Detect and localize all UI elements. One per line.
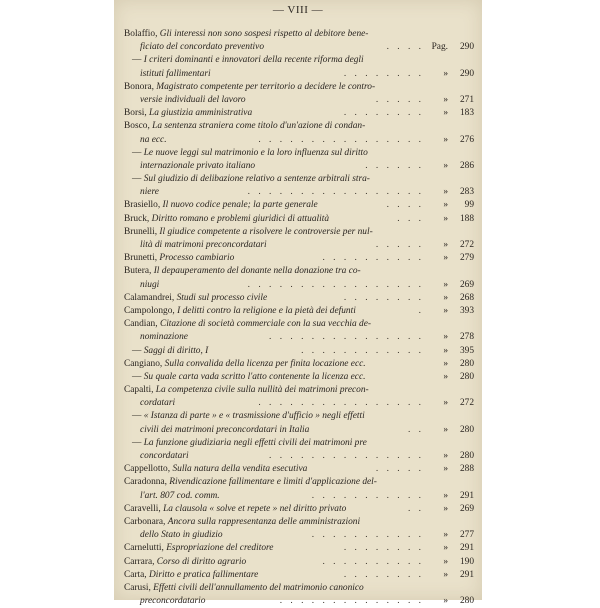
leader-dots: . . . . . <box>375 464 424 475</box>
entry-title: Il nuovo codice penale; la parte generale <box>162 200 318 211</box>
entry-title: Effetti civili dell'annullamento del matrimonio canonico <box>153 582 364 593</box>
index-entry-line <box>124 503 478 516</box>
entry-title: Corso di diritto agrario <box>156 556 247 567</box>
entry-title: nominazione <box>140 332 188 343</box>
entry-title: niugi <box>140 279 160 290</box>
leader-dots: . . . . . . . . . . . <box>311 530 424 541</box>
entry-title: preconcordatario <box>140 596 206 607</box>
index-entry-line <box>124 397 478 410</box>
page-number: 268 <box>459 292 474 303</box>
page-number: 276 <box>459 134 474 145</box>
index-entry-line <box>124 94 478 107</box>
entry-title: Il depauperamento del donante nella donazione tra co- <box>153 266 361 277</box>
entry-title: Saggi di diritto, I <box>143 345 209 356</box>
page-marker: » <box>443 68 448 79</box>
page-number: 278 <box>459 332 474 343</box>
page-number: 286 <box>459 160 474 171</box>
entry-author: Brunetti, <box>124 253 160 264</box>
page-marker: » <box>443 358 448 369</box>
entry-title: Sulla natura della vendita esecutiva <box>172 464 308 475</box>
page-marker: » <box>443 543 448 554</box>
index-entry-line <box>124 556 478 569</box>
page-marker: » <box>443 530 448 541</box>
page-number: 269 <box>459 279 474 290</box>
leader-dots: . . . . . . . . . . . . . . . . . <box>247 187 424 198</box>
index-entry-line <box>124 279 478 292</box>
index-entry-line <box>124 582 478 595</box>
entry-title: niere <box>140 187 159 198</box>
leader-dots: . . <box>407 503 424 514</box>
index-entry-line <box>124 41 478 54</box>
entry-title: Diritto e pratica fallimentare <box>149 569 259 580</box>
entry-title: dello Stato in giudizio <box>140 530 223 541</box>
index-entry-line <box>124 81 478 94</box>
index-entry-line <box>124 68 478 81</box>
entry-title: versie individuali del lavoro <box>140 94 246 105</box>
index-entry-line <box>124 199 478 212</box>
page-number: 279 <box>459 253 474 264</box>
index-entry-line <box>124 318 478 331</box>
index-entry-line <box>124 345 478 358</box>
leader-dots: . . . . . . . . . . <box>322 556 424 567</box>
page-marker: » <box>443 305 448 316</box>
entry-author: Carnelutti, <box>124 543 167 554</box>
entry-author: — <box>132 371 144 382</box>
entry-title: La clausola « solve et repete » nel diritto privato <box>163 503 347 514</box>
leader-dots: . . . . . . . . . . . <box>311 490 424 501</box>
entry-author: Bruck, <box>124 213 152 224</box>
leader-dots: . . . . . . . . . . . . <box>301 345 424 356</box>
entry-title: I criteri dominanti e innovatori della recente riforma degli <box>143 55 364 66</box>
index-entry-line <box>124 265 478 278</box>
page-marker: » <box>443 464 448 475</box>
leader-dots: . . . . . . . . . . . . . . . . <box>258 134 424 145</box>
page-number: 288 <box>459 464 474 475</box>
entry-title: La giustizia amministrativa <box>149 108 253 119</box>
entry-author: Brasiello, <box>124 200 163 211</box>
index-entry-line <box>124 569 478 582</box>
index-entry-line <box>124 213 478 226</box>
page-marker: » <box>443 187 448 198</box>
index-entry-line <box>124 147 478 160</box>
entry-author: — <box>132 174 144 185</box>
entry-title: I delitti contro la religione e la pietà dei defunti <box>177 305 356 316</box>
leader-dots: . . . . . . . . . . . . . . . <box>269 451 424 461</box>
entry-author: Bosco, <box>124 121 153 132</box>
page-marker: » <box>443 108 448 119</box>
index-entry-line <box>124 529 478 542</box>
entry-author: Capalti, <box>124 385 156 396</box>
index-entry-line <box>124 384 478 397</box>
page-marker: » <box>443 332 448 343</box>
page-marker: » <box>443 213 448 224</box>
entry-author: — <box>132 437 144 448</box>
entry-title: Processo cambiario <box>159 253 235 264</box>
page-number: 271 <box>459 94 474 105</box>
page-number: 393 <box>459 305 474 316</box>
index-entry-line <box>124 54 478 67</box>
page-marker: » <box>443 490 448 501</box>
index-entry-line <box>124 424 478 437</box>
index-entry-line <box>124 134 478 147</box>
entry-title: Su quale carta vada scritto l'atto contenente la licenza ecc. <box>143 371 366 382</box>
entry-title: Magistrato competente per territorio a decidere le contro- <box>156 81 376 92</box>
entry-title: La sentenza straniera come titolo d'un'azione di condan- <box>152 121 366 132</box>
index-entry-line <box>124 28 478 41</box>
page-marker: » <box>443 240 448 250</box>
entry-author: Caradonna, <box>124 477 170 488</box>
entry-author: Carta, <box>124 569 149 580</box>
entry-title: Il giudice competente a risolvere le controversie per nul- <box>159 226 373 237</box>
leader-dots: . . . . . . . . <box>343 543 424 554</box>
entry-title: na ecc. <box>140 134 167 145</box>
book-page <box>114 0 482 607</box>
index-entry-line <box>124 595 478 608</box>
entry-title: civili dei matrimoni preconcordatari in Italia <box>140 424 310 435</box>
page-number: 283 <box>459 187 474 198</box>
index-entry-line <box>124 292 478 305</box>
entry-author: Butera, <box>124 266 154 277</box>
page-marker: » <box>443 451 448 461</box>
index-entry-line <box>124 160 478 173</box>
entry-title: internazionale privato italiano <box>140 160 256 171</box>
entry-title: istituti fallimentari <box>140 68 211 79</box>
entry-author: Campolongo, <box>124 305 178 316</box>
page-number: 272 <box>459 398 474 409</box>
entry-title: Sul giudizio di delibazione relativo a sentenze arbitrali stra- <box>143 174 370 185</box>
index-entry-line <box>124 410 478 423</box>
entry-author: Caravelli, <box>124 503 164 514</box>
index-entries <box>124 28 478 608</box>
leader-dots: . <box>418 305 424 316</box>
page-marker: » <box>443 200 448 211</box>
index-entry-line <box>124 120 478 133</box>
page-marker: » <box>443 424 448 435</box>
page-marker: » <box>443 279 448 290</box>
entry-title: Citazione di società commerciale con la sua vecchia de- <box>159 319 371 330</box>
entry-title: Ancora sulla rappresentanza delle amministrazioni <box>167 516 361 527</box>
entry-title: l'art. 807 cod. comm. <box>140 490 220 501</box>
leader-dots: . . . . . . . . <box>343 292 424 303</box>
index-entry-line <box>124 305 478 318</box>
entry-title: cordatari <box>140 398 176 409</box>
page-number: 272 <box>459 240 474 250</box>
page-header: — VIII — <box>272 4 324 16</box>
index-entry-line <box>124 239 478 252</box>
entry-title: Espropriazione del creditore <box>166 543 274 554</box>
page-number: 277 <box>459 530 474 541</box>
entry-author: — <box>132 345 144 356</box>
leader-dots: . . . . . . . . . . . . . . . <box>269 332 424 343</box>
index-entry-line <box>124 358 478 371</box>
page-marker: » <box>443 345 448 356</box>
index-entry-line <box>124 107 478 120</box>
entry-title: Diritto romano e problemi giuridici di attualità <box>151 213 330 224</box>
entry-author: Cappellotto, <box>124 464 173 475</box>
page-number: 395 <box>459 345 474 356</box>
entry-title: « Istanza di parte » e « trasmissione d'ufficio » negli effetti <box>143 411 365 422</box>
index-entry-line <box>124 371 478 384</box>
index-entry-line <box>124 516 478 529</box>
page-number: 269 <box>459 503 474 514</box>
page-number: 280 <box>459 371 474 382</box>
index-entry-line <box>124 450 478 463</box>
entry-title: concordatari <box>140 451 189 461</box>
entry-title: Le nuove leggi sul matrimonio e la loro influenza sul diritto <box>143 147 368 158</box>
page-number: 280 <box>459 424 474 435</box>
entry-author: — <box>132 147 144 158</box>
page-marker: » <box>443 253 448 264</box>
index-entry-line <box>124 490 478 503</box>
page-marker: » <box>443 160 448 171</box>
page-marker: » <box>443 569 448 580</box>
leader-dots: . . . <box>397 213 424 224</box>
leader-dots: . . . . . . . . <box>343 108 424 119</box>
entry-title: Studi sul processo civile <box>176 292 268 303</box>
page-marker: » <box>443 556 448 567</box>
entry-author: Bolaffio, <box>124 29 160 39</box>
entry-author: Carrara, <box>124 556 157 567</box>
entry-author: Carbonara, <box>124 516 168 527</box>
page-number: 188 <box>459 213 474 224</box>
page-number: 291 <box>459 490 474 501</box>
index-entry-line <box>124 331 478 344</box>
index-entry-line <box>124 463 478 476</box>
page-number: 290 <box>459 68 474 79</box>
leader-dots: . . . . . <box>375 240 424 250</box>
page-number: 183 <box>459 108 474 119</box>
leader-dots: . . . . . . . . . . . . . . . . . <box>247 279 424 290</box>
page-number: 280 <box>459 451 474 461</box>
page-number: 280 <box>459 596 474 607</box>
entry-author: — <box>132 55 144 66</box>
leader-dots: . . . . . . . . . . <box>322 253 424 264</box>
index-entry-line <box>124 476 478 489</box>
entry-author: Candian, <box>124 319 160 330</box>
leader-dots: . . <box>407 424 424 435</box>
page-marker: » <box>443 134 448 145</box>
entry-author: — <box>132 411 144 422</box>
index-entry-line <box>124 173 478 186</box>
index-entry-line <box>124 437 478 450</box>
page-number: 290 <box>459 42 474 53</box>
page-number: 291 <box>459 569 474 580</box>
leader-dots: . . . . <box>386 200 424 211</box>
leader-dots: . . . . . . . . . . . . . . <box>279 596 424 607</box>
entry-title: La competenza civile sulla nullità dei matrimoni precon- <box>155 385 369 396</box>
entry-author: Borsi, <box>124 108 150 119</box>
entry-author: Bonora, <box>124 81 157 92</box>
entry-author: Cangiano, <box>124 358 165 369</box>
page-marker: » <box>443 371 448 382</box>
page-number: 190 <box>459 556 474 567</box>
entry-author: Calamandrei, <box>124 292 177 303</box>
leader-dots: . . . . . <box>375 94 424 105</box>
page-number: 291 <box>459 543 474 554</box>
page-marker: » <box>443 503 448 514</box>
leader-dots: . . . . . . . . . . . . . . . . <box>258 398 424 409</box>
leader-dots: . . . . . . <box>365 160 424 171</box>
page-marker: » <box>443 596 448 607</box>
entry-title: ficiato del concordato preventivo <box>140 42 265 53</box>
index-entry-line <box>124 186 478 199</box>
page-marker: » <box>443 94 448 105</box>
entry-author: Brunelli, <box>124 226 160 237</box>
index-entry-line <box>124 252 478 265</box>
entry-title: Sulla convalida della licenza per finita locazione ecc. <box>164 358 366 369</box>
entry-title: Rivendicazione fallimentare e limiti d'applicazione del- <box>169 477 377 488</box>
page-number: 280 <box>459 358 474 369</box>
index-entry-line <box>124 542 478 555</box>
leader-dots: . . . . . . . . <box>343 68 424 79</box>
index-entry-line <box>124 226 478 239</box>
entry-author: Carusi, <box>124 582 154 593</box>
page-marker: » <box>443 398 448 409</box>
leader-dots: . . . . . . . . <box>343 569 424 580</box>
entry-title: lità di matrimoni preconcordatari <box>140 240 267 250</box>
entry-title: La funzione giudiziaria negli effetti civili dei matrimoni pre <box>143 437 367 448</box>
page-number: 99 <box>464 200 474 211</box>
page-marker: Pag. <box>431 42 448 53</box>
entry-title: Gli interessi non sono sospesi rispetto al debitore bene- <box>159 29 369 39</box>
leader-dots: . . . . <box>386 42 424 53</box>
page-marker: » <box>443 292 448 303</box>
